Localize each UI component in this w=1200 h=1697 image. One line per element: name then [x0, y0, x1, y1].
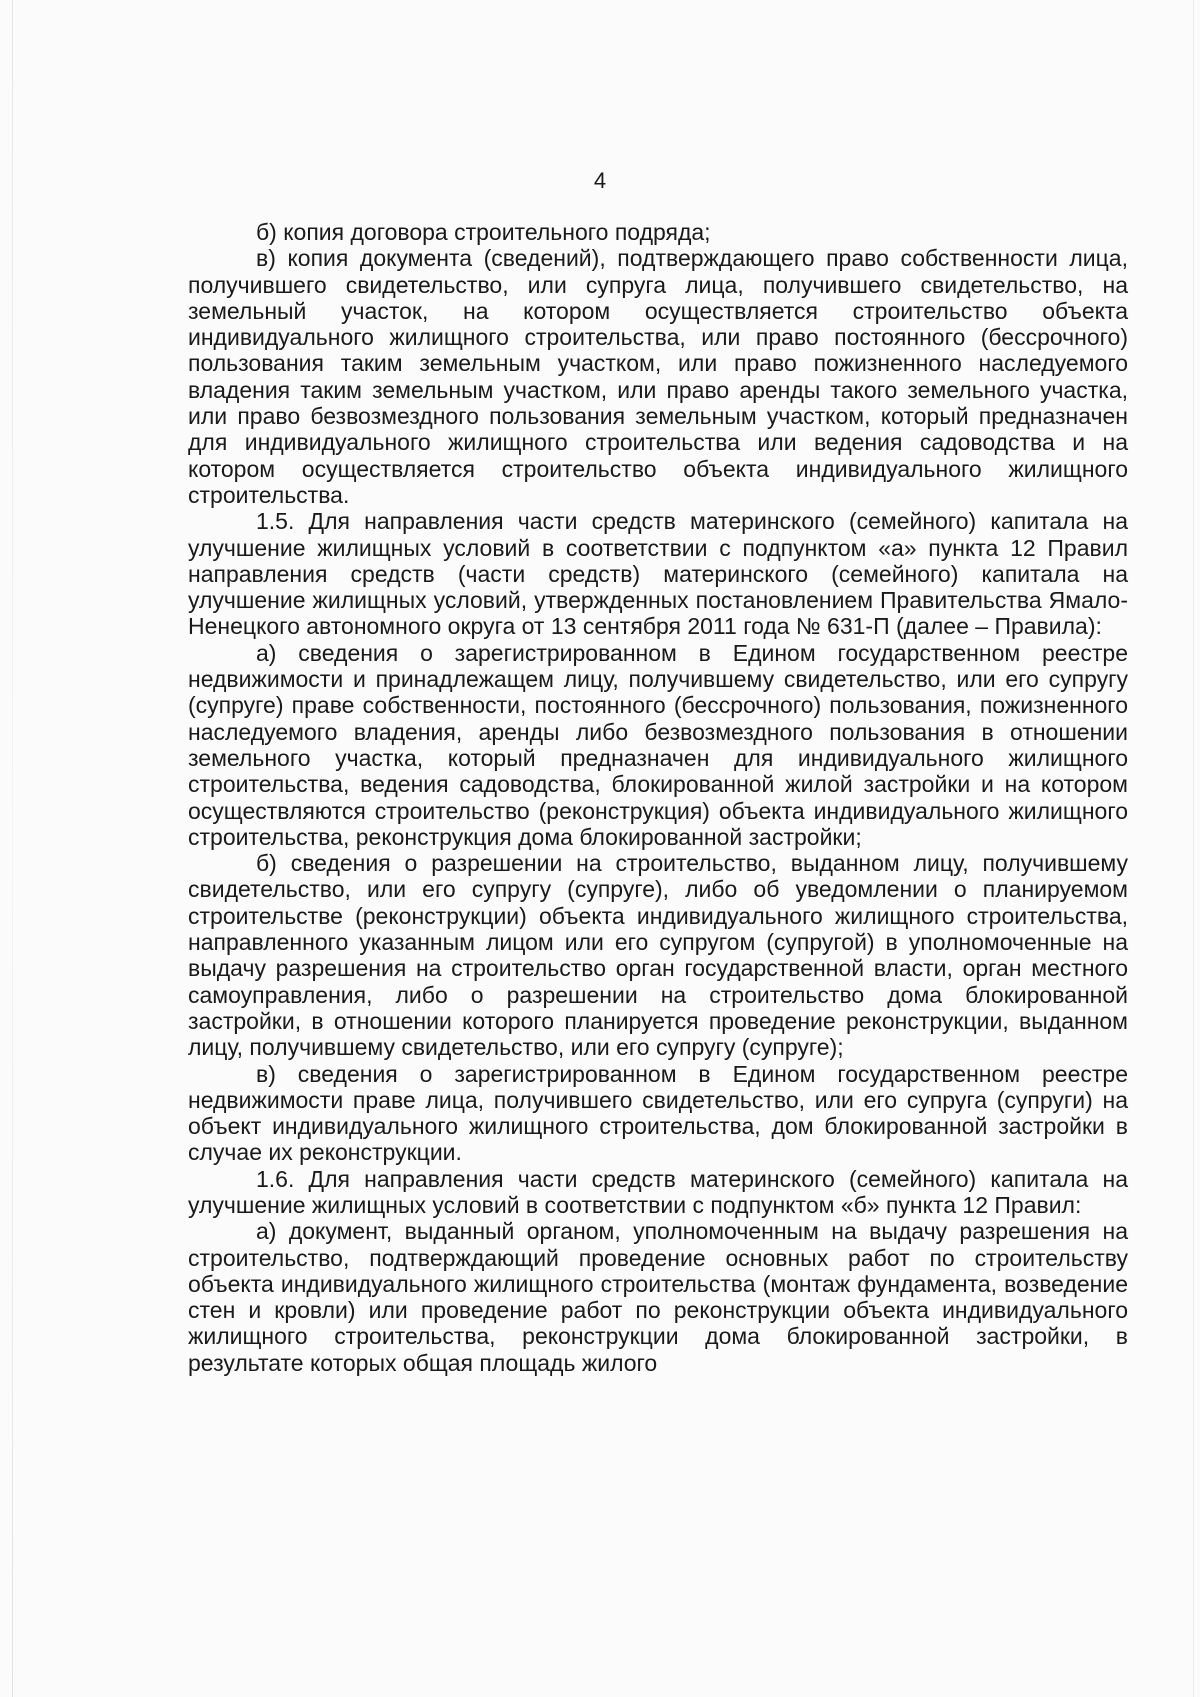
paragraph-1-5-v: в) сведения о зарегистрированном в Едином государственном реестре недвижимости праве лица, получившего свидетельство, или его супруга (супруги) на объект индивидуального жилищного строительства, дом блокированной застройки в случае их реконструкции. — [188, 1060, 1128, 1166]
scan-edge-right — [1193, 0, 1194, 1697]
paragraph-1-6-a: а) документ, выданный органом, уполномоченным на выдачу разрешения на строительство, подтверждающий проведение основных работ по строительству объекта индивидуального жилищного строительства (монтаж фундамента, возведение стен и кровли) или проведение работ по реконструкции объекта индивидуального жилищного строительства, реконструкции дома блокированной застройки, в результате которых общая площадь жилого — [188, 1218, 1128, 1376]
scan-edge-left — [12, 0, 13, 1697]
paragraph-1-6: 1.6. Для направления части средств материнского (семейного) капитала на улучшение жилищных условий в соответствии с подпунктом «б» пункта 12 Правил: — [188, 1165, 1128, 1218]
paragraph-1-5: 1.5. Для направления части средств материнского (семейного) капитала на улучшение жилищных условий в соответствии с подпунктом «а» пункта 12 Правил направления средств (части средств) материнского (семейного) капитала на улучшение жилищных условий, утвержденных постановлением Правительства Ямало-Ненецкого автономного округа от 13 сентября 2011 года № 631-П (далее – Правила): — [188, 508, 1128, 640]
page-number: 4 — [593, 168, 607, 193]
paragraph-b-contract: б) копия договора строительного подряда; — [256, 219, 711, 245]
paragraph-1-5-b: б) сведения о разрешении на строительство, выданном лицу, получившему свидетельство, или его супругу (супруге), либо об уведомлении о планируемом строительстве (реконструкции) объекта индивидуального жилищного строительства, направленного указанным лицом или его супругом (супругой) в уполномоченные на выдачу разрешения на строительство орган государственной власти, орган местного самоуправления, либо о разрешении на строительство дома блокированной застройки, в отношении которого планируется проведение реконструкции, выданном лицу, получившему свидетельство, или его супругу (супруге); — [188, 850, 1128, 1061]
paragraph-1-5-a: а) сведения о зарегистрированном в Едином государственном реестре недвижимости и принадлежащем лицу, получившему свидетельство, или его супругу (супруге) праве собственности, постоянного (бессрочного) пользования, пожизненного наследуемого владения, аренды либо безвозмездного пользования в отношении земельного участка, который предназначен для индивидуального жилищного строительства, ведения садоводства, блокированной жилой застройки и на котором осуществляются строительство (реконструкция) объекта индивидуального жилищного строительства, реконструкция дома блокированной застройки; — [188, 639, 1128, 850]
document-body — [188, 219, 1128, 1376]
paragraph-v-land-rights: в) копия документа (сведений), подтверждающего право собственности лица, получившего свидетельство, или супруга лица, получившего свидетельство, на земельный участок, на котором осуществляется строительство объекта индивидуального жилищного строительства, или право постоянного (бессрочного) пользования таким земельным участком, или право пожизненного наследуемого владения таким земельным участком, или право аренды такого земельного участка, или право безвозмездного пользования земельным участком, который предназначен для индивидуального жилищного строительства или ведения садоводства и на котором осуществляется строительство объекта индивидуального жилищного строительства. — [188, 245, 1128, 508]
